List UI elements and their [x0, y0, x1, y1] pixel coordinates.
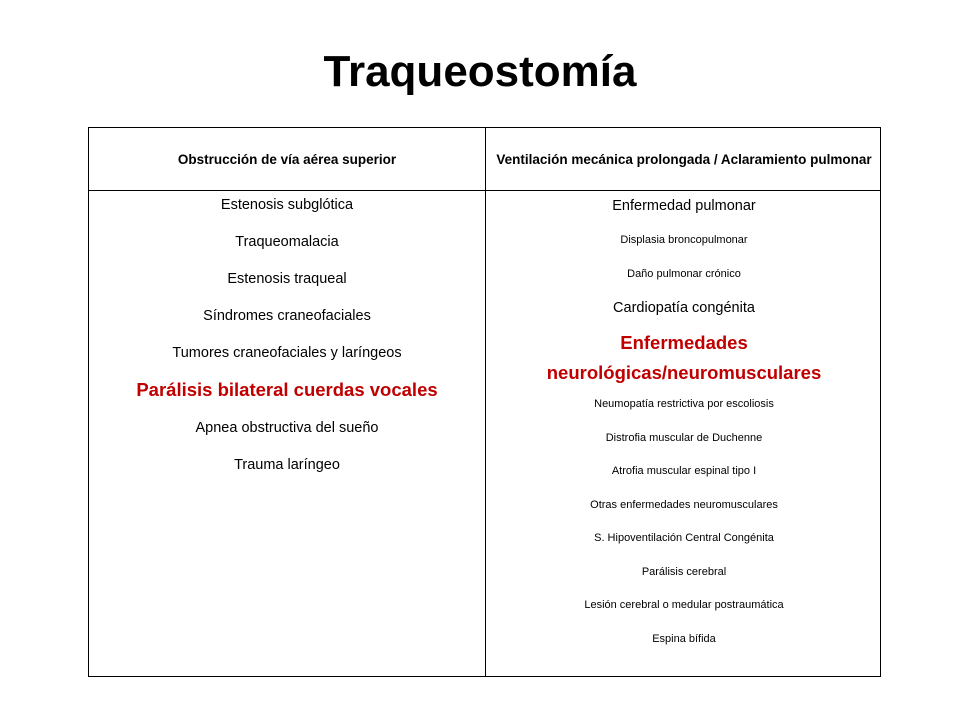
list-item: Neumopatía restrictiva por escoliosis: [594, 398, 774, 410]
neuro-sublist: [486, 388, 882, 656]
highlighted-item: Parálisis bilateral cuerdas vocales: [136, 379, 438, 400]
list-item: Displasia broncopulmonar: [620, 234, 748, 246]
list-item: Trauma laríngeo: [234, 457, 340, 473]
slide-title: Traqueostomía: [323, 47, 637, 96]
list-item: Daño pulmonar crónico: [627, 268, 741, 280]
highlighted-category-neuro: Enfermedades neurológicas/neuromusculares: [546, 332, 822, 383]
list-item: Traqueomalacia: [235, 234, 339, 250]
header-upper-airway-obstruction: [89, 128, 485, 190]
header-left-label: Obstrucción de vía aérea superior: [177, 151, 397, 167]
list-item: Distrofia muscular de Duchenne: [605, 431, 763, 444]
category-cardiac: Cardiopatía congénita: [613, 300, 755, 316]
list-item: Atrofia muscular espinal tipo I: [611, 465, 757, 477]
header-right-label: Ventilación mecánica prolongada / Aclaramiento pulmonar: [496, 151, 872, 167]
list-item: Síndromes craneofaciales: [203, 308, 371, 324]
list-item: S. Hipoventilación Central Congénita: [594, 532, 774, 544]
list-item: Estenosis subglótica: [220, 197, 354, 213]
list-item: Lesión cerebral o medular postraumática: [584, 599, 784, 611]
list-item: Estenosis traqueal: [227, 271, 347, 287]
list-item: Tumores craneofaciales y laríngeos: [172, 345, 402, 361]
category-pulmonary: Enfermedad pulmonar: [612, 198, 756, 214]
list-item: Espina bífida: [652, 632, 716, 645]
list-item: Otras enfermedades neuromusculares: [590, 498, 778, 511]
list-item: Parálisis cerebral: [641, 565, 727, 578]
left-column: [89, 191, 485, 484]
right-column: [486, 191, 882, 656]
indications-table: [88, 127, 881, 677]
list-item: Apnea obstructiva del sueño: [195, 420, 379, 436]
header-prolonged-ventilation: [486, 128, 882, 190]
